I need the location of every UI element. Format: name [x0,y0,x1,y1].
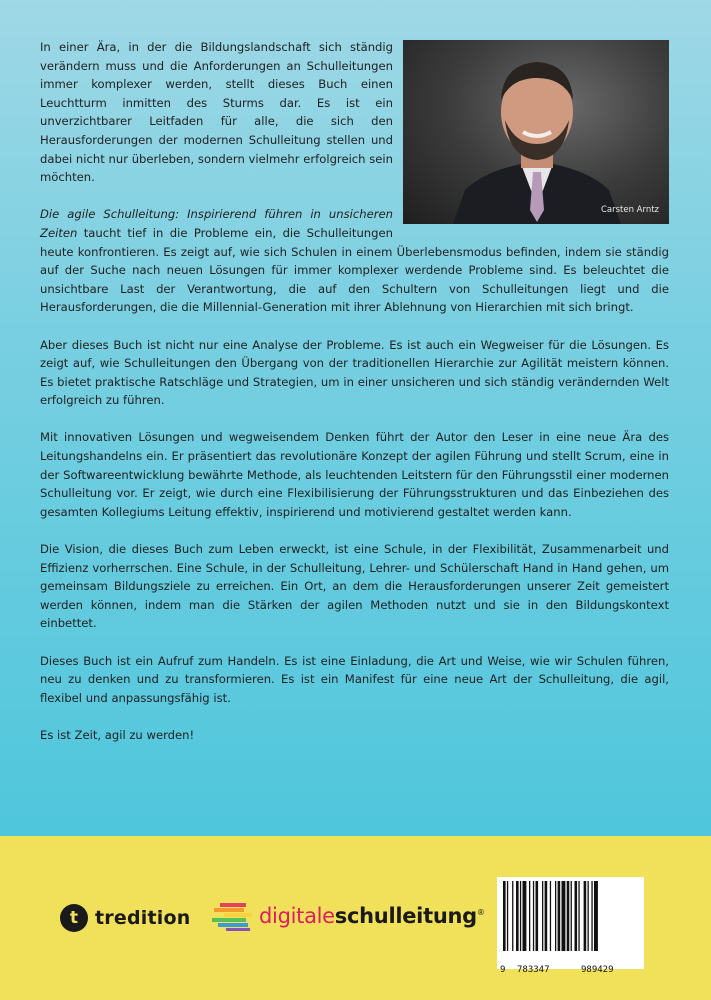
pixel-bars-icon [212,901,256,931]
barcode-stripe [550,881,551,951]
barcode-stripe [545,881,548,951]
barcode-stripe [555,881,556,951]
digitaleschulleitung-logo [212,900,485,932]
barcode-stripe [584,881,587,951]
tredition-logo [60,903,190,933]
paragraph-7: Es ist Zeit, agil zu werden! [40,727,195,742]
barcode-stripe [536,881,539,951]
barcode-digit-prefix: 9 [500,965,506,975]
barcode-stripe [571,881,572,951]
barcode-stripe [562,881,566,951]
barcode-stripe [503,881,506,951]
barcode-stripe [520,881,521,951]
paragraph-3: Aber dieses Buch ist nicht nur eine Analyse der Probleme. Es ist auch ein Wegweiser für die Lösungen. Es zeigt auf, wie Schulleitungen den Übergang von der traditionellen Hierarchie zur Agilität meistern können. Es bietet praktische Ratschläge und Strategien, um in einer unsicheren und sich ständig verändernden Welt erfolgreich zu führen. [40,337,669,408]
barcode-stripe [542,881,543,951]
paragraph-2-rest: taucht tief in die Probleme ein, die Schulleitungen heute konfrontieren. Es zeigt auf, wie sich Schulen in einem Überlebensmodus befinden, indem sie ständig auf der Suche nach neuen Lösungen für immer komplexer werdende Probleme sind. Es beleuchtet die unsichtbare Last der Verantwortung, die auf den Schultern von Schulleitungen liegt und die Herausforderungen, die die Millennial-Generation mit ihrer Ablehnung von Hierarchien mit sich bringt. [40,225,669,315]
barcode-digits-right: 989429 [581,965,614,975]
isbn-barcode [497,877,644,975]
logo-word-digitale: digitale [259,904,335,928]
tredition-name: tredition [95,907,191,929]
paragraph-1: In einer Ära, in der die Bildungslandschaft sich ständig verändern muss und die Anforderungen an Schulleitungen immer komplexer werden, stellt dieses Buch einen Leuchtturm inmitten des Sturms dar. Es ist ein unverzichtbarer Leitfaden für alle, die sich den Herausforderungen der modernen Schulleitung stellen und dabei nicht nur überleben, sondern vielmehr erfolgreich sein möchten. [40,40,393,185]
author-photo [403,40,669,224]
photo-caption: Carsten Arntz [600,205,659,216]
paragraph-4: Mit innovativen Lösungen und wegweisendem Denken führt der Autor den Leser in eine neue Ära des Leitungshandelns ein. Er präsentiert das revolutionäre Konzept der agilen Führung und stellt Scrum, eine in der Softwareentwicklung bewährte Methode, als leuchtenden Leitstern für den Führungsstil einer modernen Schulleitung vor. Er zeigt, wie durch eine Flexibilisierung der Führungsstrukturen und das Einbeziehen des gesamten Kollegiums Leitung effektiv, inspirierend und motivierend gestaltet werden kann. [40,430,669,519]
tredition-mark-icon: t [60,904,88,932]
barcode-digits-left: 783347 [517,965,550,975]
logo-word-schulleitung: schulleitung [334,904,477,928]
barcode-stripe [591,881,592,951]
barcode-stripe [523,881,527,951]
registered-mark: ® [476,908,485,917]
barcode-stripe [507,881,508,951]
barcode-stripe [512,881,513,951]
paragraph-6: Dieses Buch ist ein Aufruf zum Handeln. Es ist eine Einladung, die Art und Weise, wie wir Schulen führen, neu zu denken und zu transformieren. Es ist ein Manifest für eine neue Art der Schulleitung, die agil, flexibel und anpassungsfähig ist. [40,653,669,705]
barcode-stripe [529,881,530,951]
barcode-stripe [567,881,570,951]
barcode-stripe [575,881,578,951]
barcode-stripe [558,881,561,951]
blurb-text [40,38,669,763]
paragraph-5: Die Vision, die dieses Buch zum Leben erweckt, ist eine Schule, in der Flexibilität, Zusammenarbeit und Effizienz vorherrschen. Eine Schule, in der Schulleitung, Lehrer- und Schülerschaft Hand in Hand gehen, um gemeinsam Bildungsziele zu erreichen. Ein Ort, an dem die Herausforderungen unserer Zeit gemeistert werden können, indem man die Stärken der agilen Methoden nutzt und sie in den Bildungskontext einbettet. [40,542,669,631]
book-title-italic: Die agile Schulleitung: Inspirierend führen in unsicheren Zeiten [40,207,393,240]
barcode-stripe [533,881,534,951]
barcode-bars [497,877,644,955]
barcode-stripe [578,881,579,951]
barcode-stripe [588,881,589,951]
barcode-stripe [516,881,519,951]
barcode-stripe [594,881,598,951]
